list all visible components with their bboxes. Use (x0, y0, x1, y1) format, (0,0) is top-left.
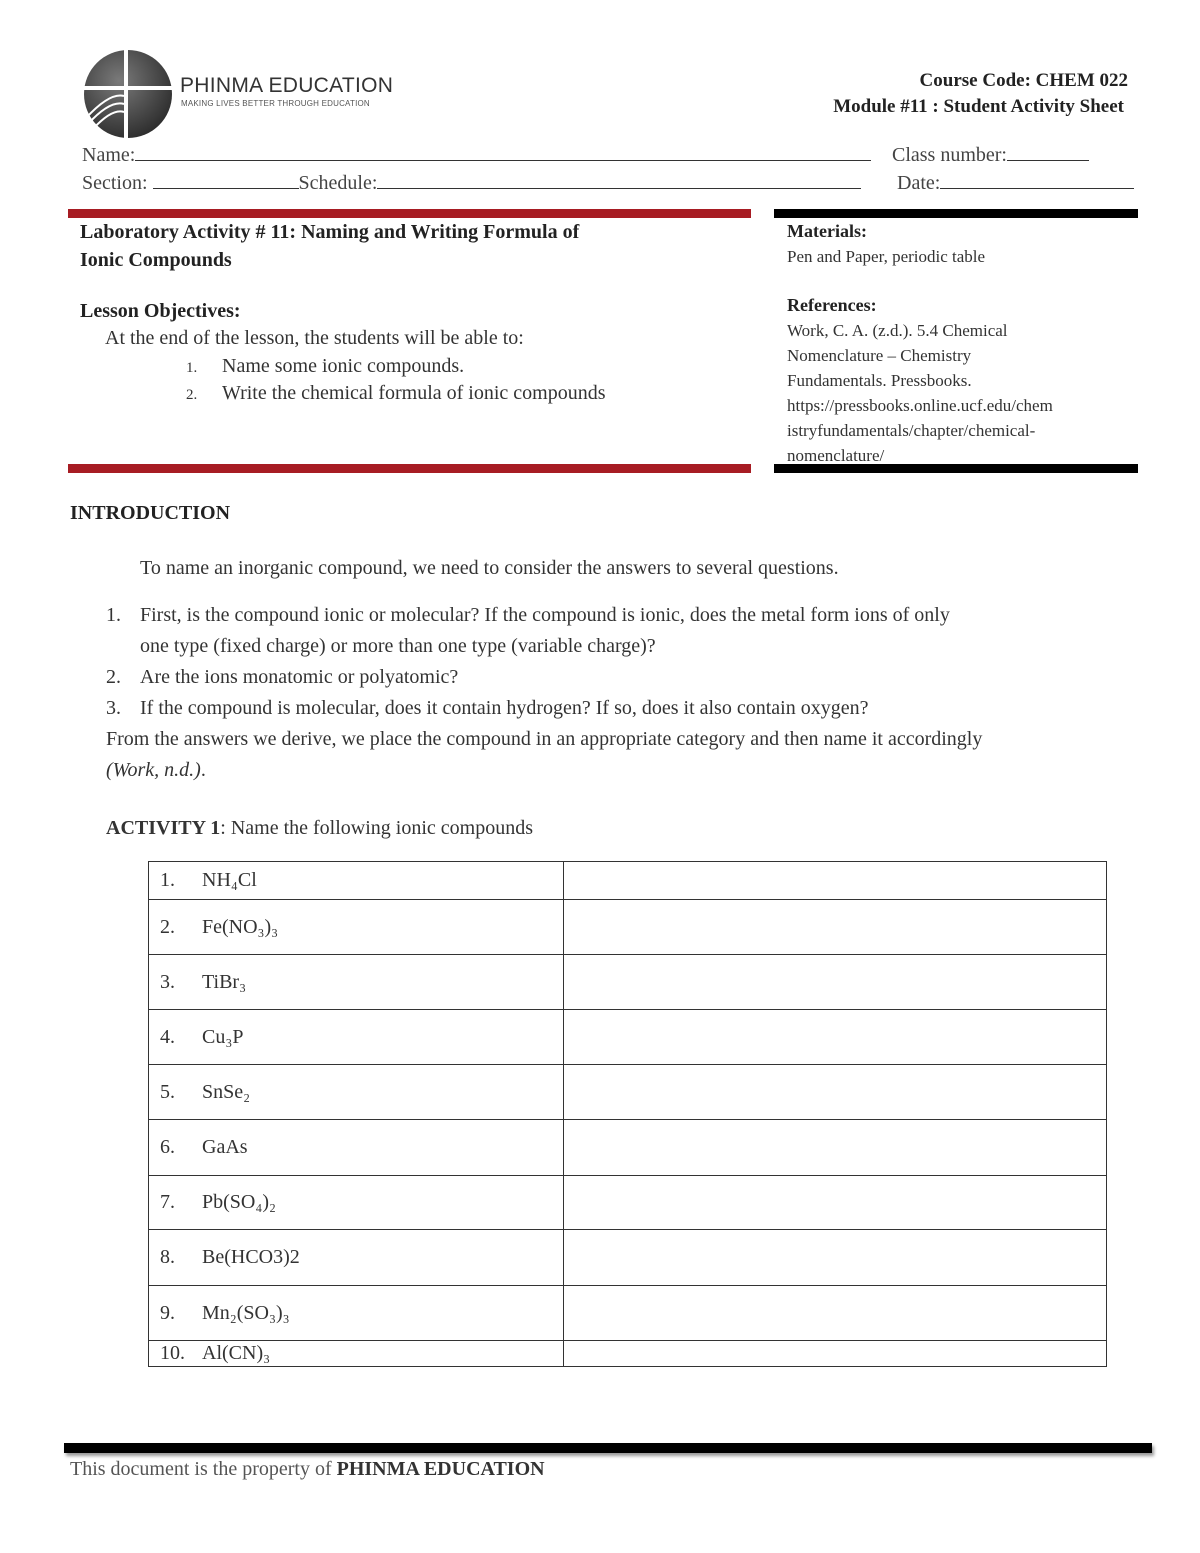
question-text-continued: one type (fixed charge) or more than one type (variable charge)? (140, 635, 656, 657)
references-section (787, 293, 1132, 468)
table-row (149, 1065, 1107, 1120)
section-label: Section: (82, 172, 148, 194)
section-row (82, 170, 861, 195)
table-row (149, 1230, 1107, 1286)
item-number: 2. (160, 915, 175, 938)
brand-tagline: MAKING LIVES BETTER THROUGH EDUCATION (181, 99, 370, 108)
answer-cell[interactable] (564, 1120, 1107, 1176)
class-number-row (892, 142, 1089, 167)
activity1-table (148, 861, 1107, 1367)
compound-formula: SnSe₂ (202, 1080, 251, 1103)
compound-formula: Fe(NO₃)₃ (202, 915, 279, 938)
introduction-lead: To name an inorganic compound, we need to consider the answers to several questions. (140, 557, 839, 579)
activity1-instruction: : Name the following ionic compounds (220, 817, 534, 839)
question-number: 2. (106, 666, 121, 688)
schedule-label: Schedule: (298, 172, 378, 194)
course-code: Course Code: CHEM 022 (919, 70, 1128, 91)
reference-line: Nomenclature – Chemistry (787, 346, 972, 365)
table-row (149, 1010, 1107, 1065)
item-number: 1. (160, 869, 175, 891)
objective-item (186, 355, 464, 378)
compound-cell (149, 1176, 564, 1230)
compound-formula: NH₄Cl (202, 869, 257, 891)
lab-title-line1: Laboratory Activity # 11: Naming and Writing Formula of (80, 221, 580, 243)
answer-cell[interactable] (564, 955, 1107, 1010)
answer-cell[interactable] (564, 900, 1107, 955)
introduction-heading: INTRODUCTION (70, 502, 231, 524)
objective-item (186, 382, 606, 405)
item-number: 5. (160, 1080, 175, 1103)
footer-owner: PHINMA EDUCATION (336, 1458, 545, 1480)
item-number: 4. (160, 1025, 175, 1048)
answer-cell[interactable] (564, 1176, 1107, 1230)
reference-link[interactable]: istryfundamentals/chapter/chemical- (787, 421, 1036, 440)
compound-formula: Mn₂(SO₃)₃ (202, 1301, 290, 1324)
top-red-bar (68, 209, 751, 218)
date-row (897, 170, 1134, 195)
answer-cell[interactable] (564, 1230, 1107, 1286)
table-row (149, 900, 1107, 955)
compound-formula: Pb(SO₄)₂ (202, 1191, 276, 1213)
compound-cell (149, 1065, 564, 1120)
citation: (Work, n.d.) (106, 759, 201, 781)
schedule-field[interactable] (377, 170, 861, 189)
objectives-heading: Lesson Objectives: (80, 300, 241, 322)
activity1-label: ACTIVITY 1 (106, 817, 221, 839)
reference-link[interactable]: https://pressbooks.online.ucf.edu/chem (787, 396, 1053, 415)
compound-formula: Al(CN)₃ (202, 1342, 271, 1364)
materials-text: Pen and Paper, periodic table (787, 247, 986, 266)
references-heading: References: (787, 295, 877, 315)
name-label: Name: (82, 144, 136, 166)
phinma-logo-icon (80, 48, 176, 140)
objective-number: 1. (186, 360, 198, 376)
citation-end: . (200, 759, 206, 781)
compound-cell (149, 900, 564, 955)
question-item (0, 600, 1200, 631)
question-text: Are the ions monatomic or polyatomic? (140, 666, 459, 688)
item-number: 8. (160, 1246, 175, 1268)
compound-cell (149, 955, 564, 1010)
item-number: 7. (160, 1191, 175, 1213)
lab-activity-title (80, 218, 720, 274)
question-text: First, is the compound ionic or molecular? If the compound is ionic, does the metal form ions of only (140, 604, 950, 626)
compound-cell (149, 1120, 564, 1176)
compound-formula: Be(HCO3)2 (202, 1246, 300, 1268)
item-number: 3. (160, 970, 175, 993)
bottom-red-bar (68, 464, 751, 473)
question-item (0, 693, 1200, 724)
materials-heading: Materials: (787, 221, 867, 241)
brand-name: PHINMA EDUCATION (180, 74, 394, 97)
footer-statement: This document is the property of (70, 1458, 337, 1480)
compound-cell (149, 1010, 564, 1065)
compound-cell (149, 862, 564, 900)
compound-cell (149, 1341, 564, 1367)
question-text: If the compound is molecular, does it contain hydrogen? If so, does it also contain oxygen? (140, 697, 869, 719)
objective-text: Name some ionic compounds. (222, 355, 465, 377)
lab-title-line2: Ionic Compounds (80, 249, 232, 271)
item-number: 6. (160, 1136, 175, 1158)
compound-cell (149, 1230, 564, 1286)
table-row (149, 1341, 1107, 1367)
footer-bar (64, 1443, 1152, 1453)
compound-formula: TiBr₃ (202, 970, 247, 993)
date-field[interactable] (940, 170, 1134, 189)
compound-formula: GaAs (202, 1136, 248, 1158)
question-number: 3. (106, 697, 121, 719)
introduction-conclusion (106, 724, 1146, 786)
item-number: 10. (160, 1342, 185, 1364)
reference-line: Work, C. A. (z.d.). 5.4 Chemical (787, 321, 1008, 340)
name-field-row (82, 142, 871, 167)
activity1-heading (106, 813, 533, 844)
answer-cell[interactable] (564, 1341, 1107, 1367)
objective-number: 2. (186, 387, 198, 403)
objectives-intro: At the end of the lesson, the students will be able to: (105, 327, 524, 349)
table-row (149, 862, 1107, 900)
item-number: 9. (160, 1301, 175, 1324)
table-row (149, 1120, 1107, 1176)
class-number-field[interactable] (1007, 142, 1089, 161)
reference-link[interactable]: nomenclature/ (787, 446, 885, 465)
table-row (149, 1286, 1107, 1341)
top-black-bar (774, 209, 1138, 218)
objective-text: Write the chemical formula of ionic compounds (222, 382, 606, 404)
section-field[interactable] (153, 170, 299, 189)
compound-formula: Cu₃P (202, 1025, 244, 1048)
reference-line: Fundamentals. Pressbooks. (787, 371, 972, 390)
answer-cell[interactable] (564, 1286, 1107, 1341)
answer-cell[interactable] (564, 1010, 1107, 1065)
footer-text (70, 1458, 545, 1481)
question-item (0, 662, 1200, 693)
question-number: 1. (106, 604, 121, 626)
table-row (149, 1176, 1107, 1230)
answer-cell[interactable] (564, 862, 1107, 900)
name-field[interactable] (135, 142, 871, 161)
date-label: Date: (897, 172, 941, 194)
compound-cell (149, 1286, 564, 1341)
answer-cell[interactable] (564, 1065, 1107, 1120)
materials-section (787, 219, 1132, 269)
table-row (149, 955, 1107, 1010)
conclusion-text: From the answers we derive, we place the compound in an appropriate category and then name it accordingly (106, 728, 983, 750)
phinma-logo (80, 48, 176, 140)
class-number-label: Class number: (892, 144, 1007, 166)
module-title: Module #11 : Student Activity Sheet (833, 96, 1124, 117)
